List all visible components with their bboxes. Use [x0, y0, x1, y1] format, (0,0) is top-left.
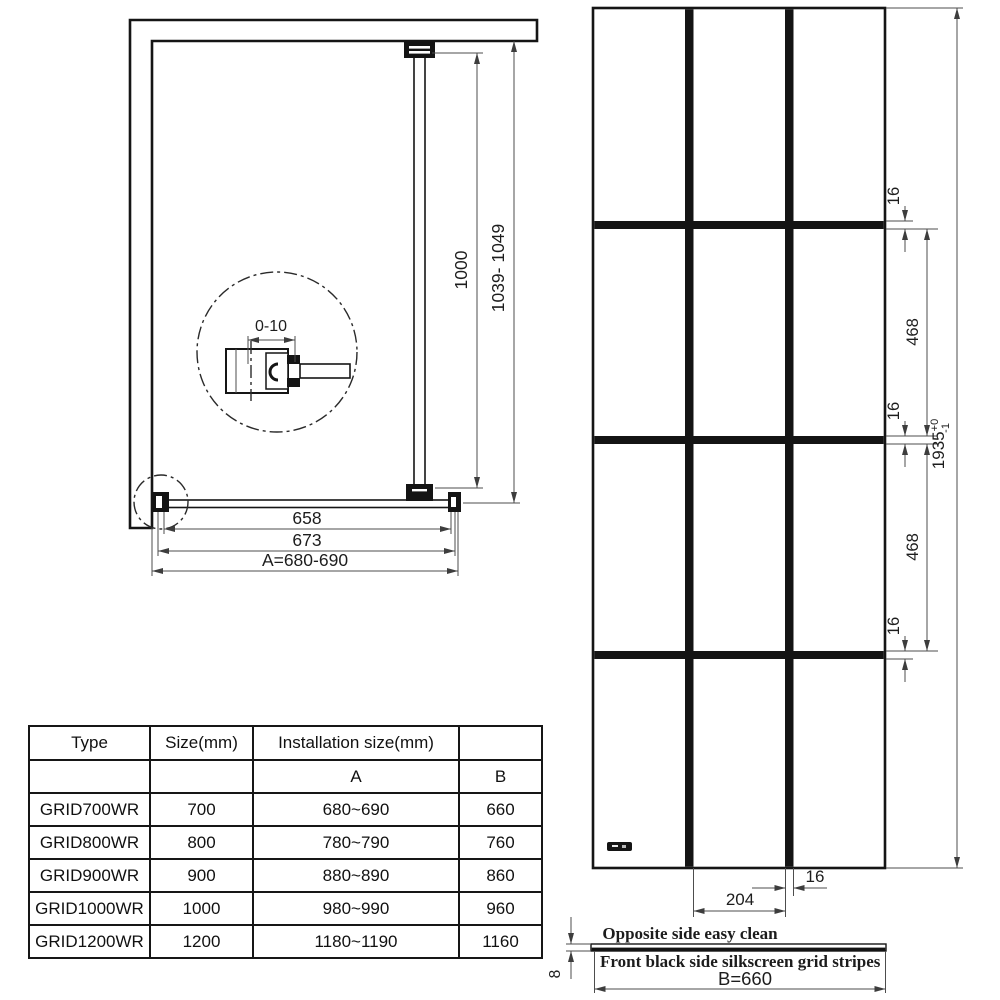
- table-subheader-row: [29, 760, 542, 793]
- dim-stripe1-thickness: [885, 187, 938, 252]
- dim-panel-height: [886, 8, 963, 868]
- dim-gap1-label: 468: [904, 318, 922, 346]
- support-bar-glass-bracket: [406, 484, 433, 501]
- dim-stripe3-thickness-label: 16: [885, 616, 903, 636]
- size-cell: 1200: [150, 925, 253, 958]
- type-cell: GRID800WR: [29, 826, 150, 859]
- front-view: [593, 8, 963, 917]
- installation-a-cell: 880~890: [253, 859, 459, 892]
- dim-support-bar-length-label: 1000: [451, 250, 471, 290]
- support-bar-plan: [414, 44, 425, 488]
- dim-glass-width-label: 658: [292, 508, 322, 528]
- wall-outline: [130, 20, 537, 528]
- table-row: [29, 793, 542, 826]
- glass-section-black-face: [592, 948, 886, 951]
- table-row: [29, 925, 542, 958]
- dim-stripe1-thickness-label: 16: [885, 186, 903, 206]
- installation-a-cell: 780~790: [253, 826, 459, 859]
- installation-a-cell: 680~690: [253, 793, 459, 826]
- dim-wall-to-glass: [463, 41, 520, 503]
- dim-wall-to-glass-label: 1039- 1049: [488, 223, 508, 313]
- installation-b-cell: 660: [459, 793, 542, 826]
- note-opposite-side: Opposite side easy clean: [602, 924, 778, 943]
- table-header-row: [29, 726, 542, 760]
- installation-b-cell: 960: [459, 892, 542, 925]
- subheader-a: A: [253, 760, 459, 793]
- table-row: [29, 892, 542, 925]
- size-cell: 1000: [150, 892, 253, 925]
- glass-edge-detail: [300, 364, 350, 378]
- note-front-side: Front black side silkscreen grid stripes: [600, 952, 881, 971]
- subheader-empty-type: [29, 760, 150, 793]
- dim-stripe-gap-horizontal-label: 204: [725, 890, 755, 909]
- type-cell: GRID700WR: [29, 793, 150, 826]
- installation-a-cell: 980~990: [253, 892, 459, 925]
- dim-glass-thickness-label: 8: [547, 969, 564, 979]
- size-cell: 800: [150, 826, 253, 859]
- installation-b-cell: 760: [459, 826, 542, 859]
- glass-end-cap: [448, 492, 461, 512]
- installation-b-cell: 1160: [459, 925, 542, 958]
- table-row: [29, 859, 542, 892]
- header-empty: [459, 726, 542, 760]
- support-bar-wall-bracket: [404, 42, 435, 58]
- dim-gap1: [904, 229, 927, 436]
- installation-a-cell: 1180~1190: [253, 925, 459, 958]
- wall-profile: [153, 492, 169, 512]
- wall-profile-detail: [226, 318, 350, 401]
- type-cell: GRID1200WR: [29, 925, 150, 958]
- header-type: Type: [29, 726, 150, 760]
- section-view: [547, 917, 886, 993]
- size-cell: 700: [150, 793, 253, 826]
- type-cell: GRID900WR: [29, 859, 150, 892]
- type-cell: GRID1000WR: [29, 892, 150, 925]
- dim-section-width-label: B=660: [717, 968, 773, 989]
- subheader-empty-size: [150, 760, 253, 793]
- dim-stripe3-thickness: [885, 617, 938, 682]
- installation-b-cell: 860: [459, 859, 542, 892]
- size-cell: 900: [150, 859, 253, 892]
- dim-stripe2-thickness-label: 16: [885, 401, 903, 421]
- dim-support-bar-length: [432, 53, 483, 488]
- dim-adjustment-label: 0-10: [254, 318, 288, 335]
- header-size: Size(mm): [150, 726, 253, 760]
- dim-panel-height-label: $1935^{+0}-1$: [929, 418, 952, 470]
- glass-panel-plan: [166, 500, 454, 508]
- dim-stripe-thickness-bottom-label: 16: [805, 867, 825, 886]
- size-table: [28, 725, 541, 959]
- dim-gap2: [904, 444, 927, 651]
- plan-view: [130, 20, 537, 576]
- dim-installation-width-label: A=680-690: [261, 550, 349, 570]
- dim-stripe-gap-horizontal: [694, 868, 786, 917]
- dim-stripe-thickness-bottom: [752, 867, 827, 896]
- table-row: [29, 826, 542, 859]
- dim-panel-width-label: 673: [292, 530, 322, 550]
- brand-logo: [607, 842, 632, 851]
- dim-gap2-label: 468: [904, 533, 922, 561]
- dim-glass-thickness: [547, 917, 590, 979]
- header-installation: Installation size(mm): [253, 726, 459, 760]
- subheader-b: B: [459, 760, 542, 793]
